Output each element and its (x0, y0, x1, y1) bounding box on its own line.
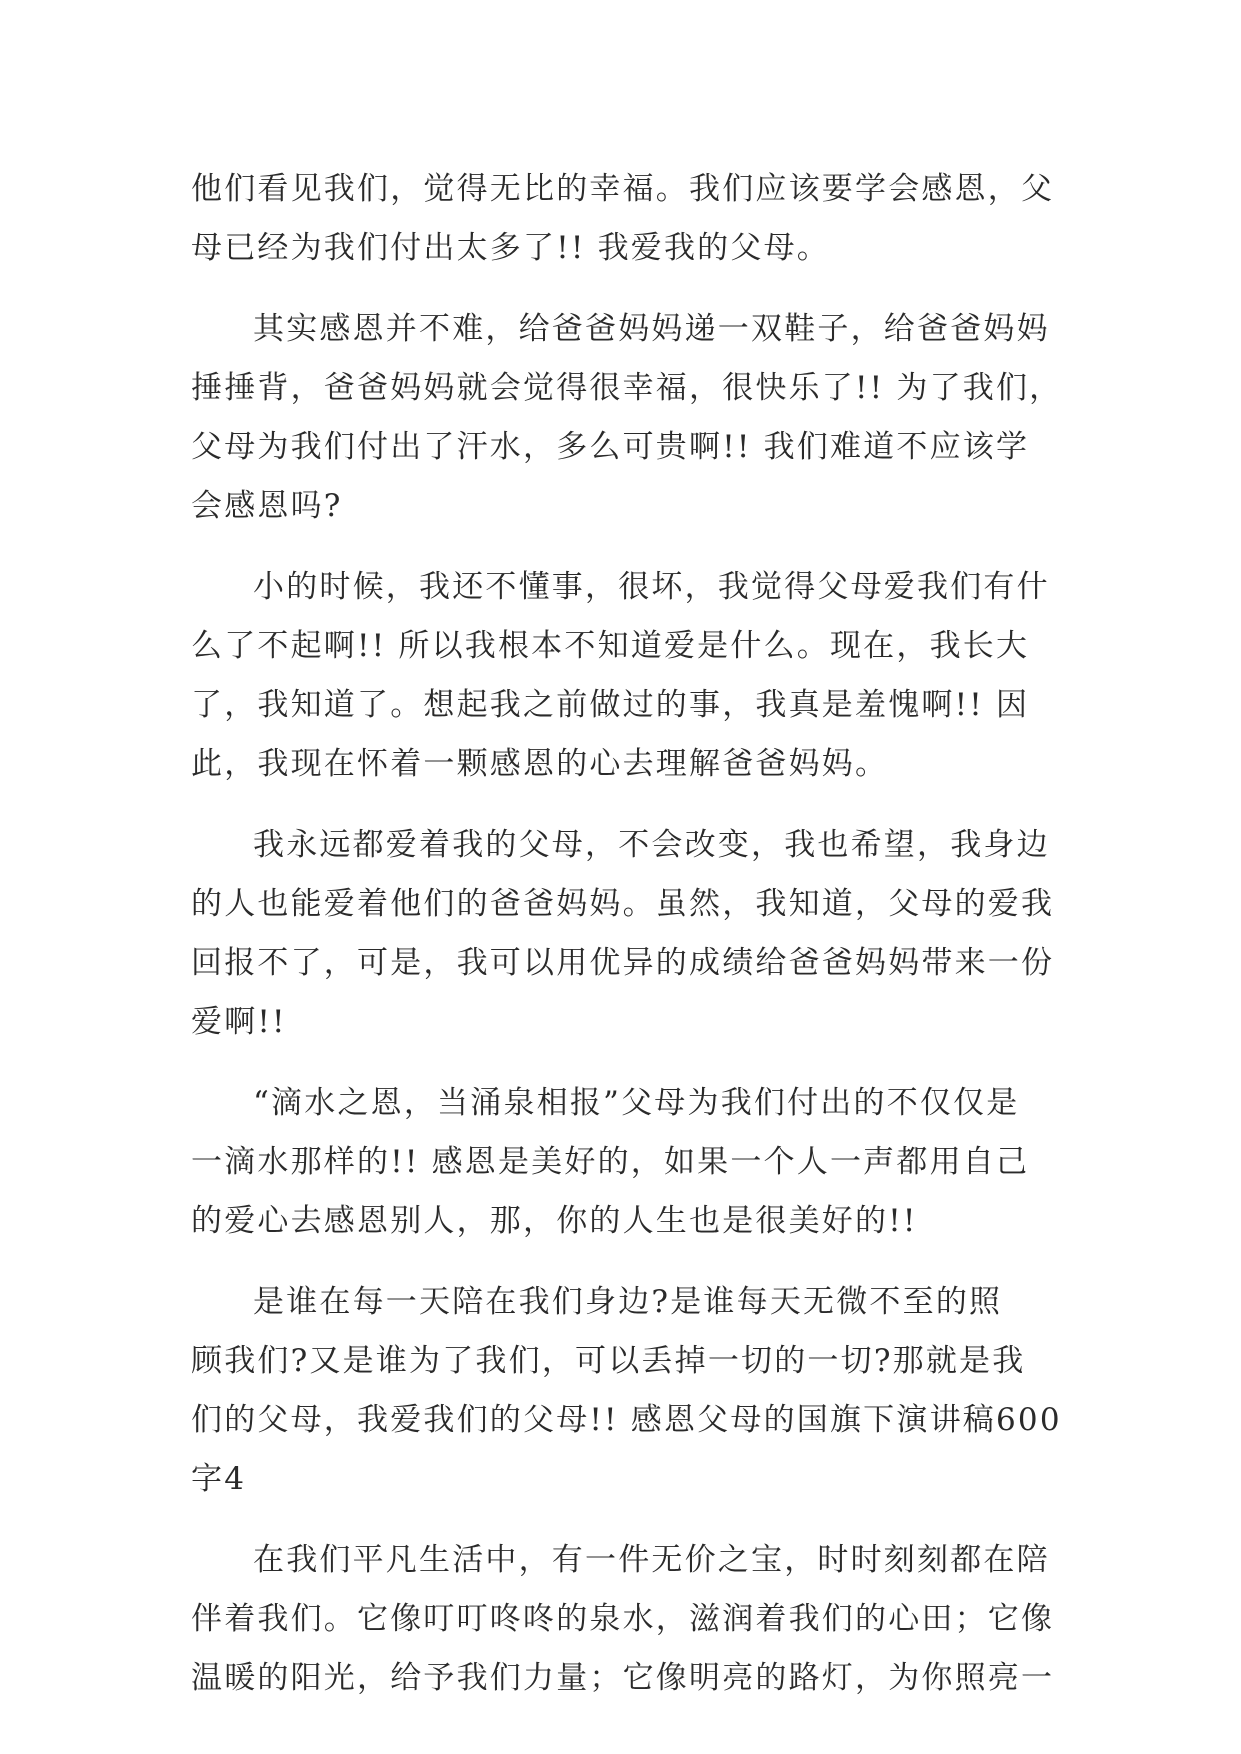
text-line: 捶捶背，爸爸妈妈就会觉得很幸福，很快乐了!! 为了我们， (191, 370, 1063, 406)
text-line: 是谁在每一天陪在我们身边?是谁每天无微不至的照 (253, 1284, 1003, 1320)
text-line: 顾我们?又是谁为了我们，可以丢掉一切的一切?那就是我 (191, 1343, 1026, 1379)
text-line: 在我们平凡生活中，有一件无价之宝，时时刻刻都在陪 (253, 1542, 1050, 1578)
text-line: “滴水之恩，当涌泉相报”父母为我们付出的不仅仅是 (253, 1085, 1020, 1121)
text-line: 的人也能爱着他们的爸爸妈妈。虽然，我知道，父母的爱我 (191, 886, 1055, 922)
text-line: 其实感恩并不难，给爸爸妈妈递一双鞋子，给爸爸妈妈 (253, 311, 1050, 347)
text-line: 母已经为我们付出太多了!! 我爱我的父母。 (191, 230, 830, 266)
text-line: 回报不了，可是，我可以用优异的成绩给爸爸妈妈带来一份 (191, 945, 1055, 981)
text-line: 的爱心去感恩别人，那，你的人生也是很美好的!! (191, 1203, 918, 1239)
text-line: 么了不起啊!! 所以我根本不知道爱是什么。现在，我长大 (191, 628, 1030, 664)
text-line: 一滴水那样的!! 感恩是美好的，如果一个人一声都用自己 (191, 1144, 1030, 1180)
text-line: 他们看见我们，觉得无比的幸福。我们应该要学会感恩，父 (191, 171, 1055, 207)
text-line: 爱啊!! (191, 1004, 287, 1040)
text-line: 此，我现在怀着一颗感恩的心去理解爸爸妈妈。 (191, 746, 889, 782)
text-line: 温暖的阳光，给予我们力量；它像明亮的路灯，为你照亮一 (191, 1660, 1055, 1696)
text-line: 字4 (191, 1461, 247, 1497)
document-body (191, 160, 1063, 1708)
text-line: 了，我知道了。想起我之前做过的事，我真是羞愧啊!! 因 (191, 687, 1030, 723)
text-line: 伴着我们。它像叮叮咚咚的泉水，滋润着我们的心田；它像 (191, 1601, 1055, 1637)
text-line: 会感恩吗? (191, 488, 343, 524)
text-line: 们的父母，我爱我们的父母!! 感恩父母的国旗下演讲稿600 (191, 1402, 1062, 1438)
text-line: 父母为我们付出了汗水，多么可贵啊!! 我们难道不应该学 (191, 429, 1030, 465)
text-line: 我永远都爱着我的父母，不会改变，我也希望，我身边 (253, 827, 1050, 863)
text-line: 小的时候，我还不懂事，很坏，我觉得父母爱我们有什 (253, 569, 1050, 605)
